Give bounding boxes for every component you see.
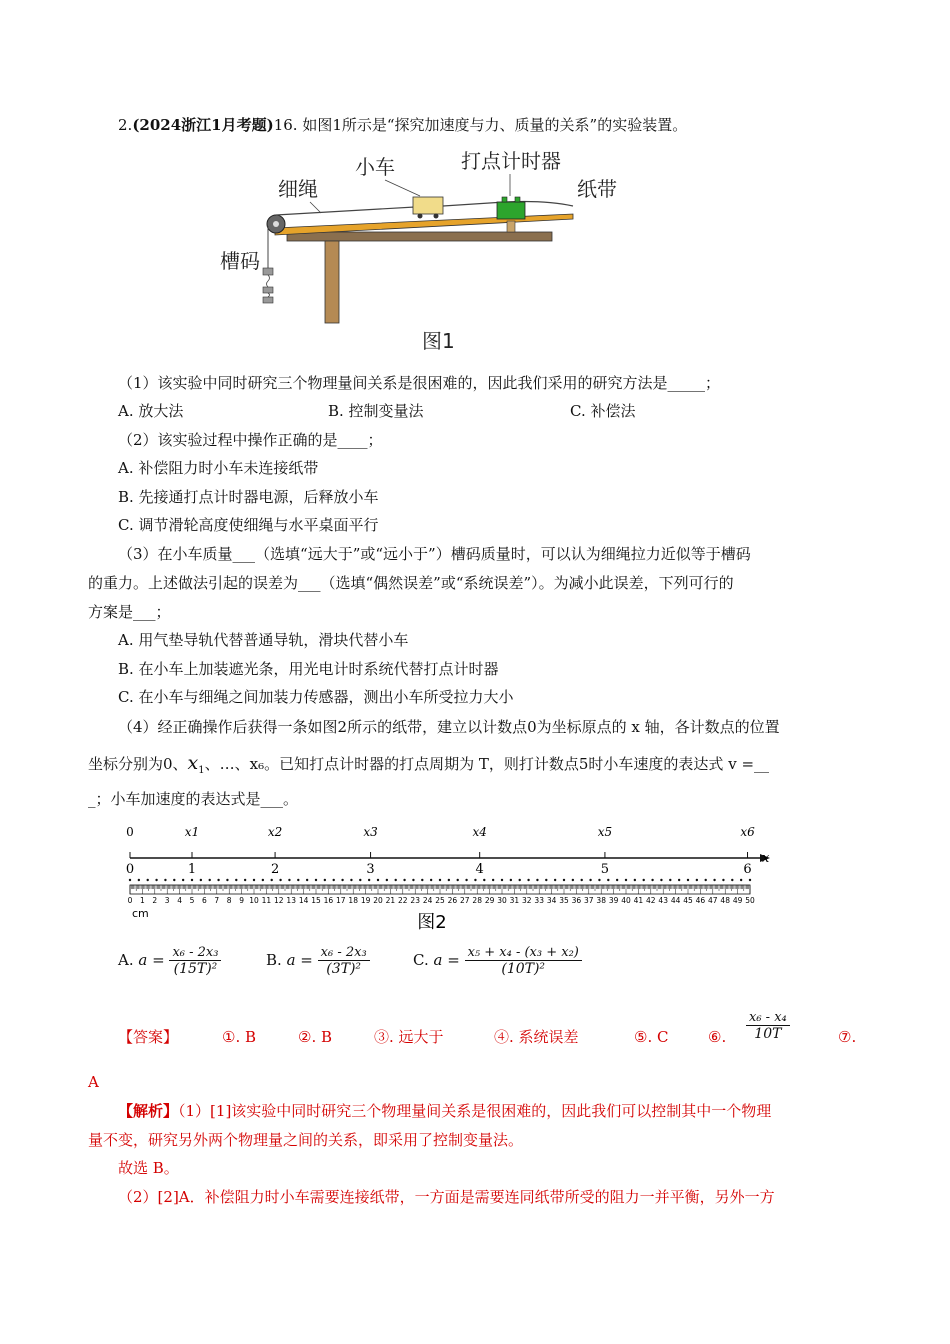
ruler-number-28: 28 [472,896,482,905]
tape-dot [554,879,556,881]
tape-dot [350,879,352,881]
tape-dot [377,879,379,881]
answer-6: ⑥. [708,1028,727,1046]
ruler-unit: cm [132,907,149,920]
tape-dot [740,879,742,881]
top-label-4: x4 [472,825,487,839]
tape-dot [722,879,724,881]
ruler-number-6: 6 [202,896,207,905]
support-block [507,221,515,232]
answer-1: ①. B [222,1028,257,1046]
q4-line-3: _；小车加速度的表达式是___。 [88,790,299,808]
weight-2 [263,287,273,293]
tape-dot [607,879,609,881]
ruler-number-18: 18 [348,896,358,905]
ruler-number-33: 33 [534,896,544,905]
tape-dot [651,879,653,881]
ruler-number-16: 16 [323,896,334,905]
q3-line-2: 的重力。上述做法引起的误差为___（选填“偶然误差”或“系统误差”）。为减小此误差，下列可行的 [88,574,734,592]
figure-2-caption: 图2 [417,912,447,933]
table-leg [325,241,339,323]
top-label-2: x2 [267,825,283,839]
ruler-number-23: 23 [410,896,420,905]
tape-dot [669,879,671,881]
tape-dot [359,879,361,881]
q1-option-c: C. 补偿法 [570,402,636,420]
table-top [287,232,552,241]
ruler-number-8: 8 [226,896,232,905]
ruler-number-30: 30 [497,896,507,905]
ruler-number-46: 46 [695,896,706,905]
ruler-number-4: 4 [177,896,182,905]
tape-dot [155,879,157,881]
tape-dot [368,879,370,881]
tape-dot [315,879,317,881]
tape-dot [244,879,246,881]
q3-option-c: C. 在小车与细绳之间加装力传感器，测出小车所受拉力大小 [118,688,514,706]
ruler-number-9: 9 [239,896,244,905]
ruler-number-14: 14 [298,896,309,905]
tape-dot [749,879,751,881]
tape-dot [527,879,529,881]
ruler-number-19: 19 [360,896,371,905]
tape-dot [182,879,184,881]
label-weight: 槽码 [220,249,260,273]
answer-tag: 【答案】 [118,1028,179,1046]
answer-3: ③. 远大于 [374,1028,444,1046]
ruler-number-34: 34 [546,896,557,905]
q2-text: （2）该实验过程中操作正确的是____； [118,431,383,449]
answer-5: ⑤. C [634,1028,669,1046]
weight-3 [263,297,273,303]
tape-dot [625,879,627,881]
tape-dot [536,879,538,881]
tape-dot [519,879,521,881]
tape-dot [616,879,618,881]
ruler-number-41: 41 [633,896,644,905]
ruler-number-39: 39 [608,896,619,905]
ruler-number-12: 12 [274,896,284,905]
tape-dot [138,879,140,881]
q3-line-1: （3）在小车质量___（选填“远大于”或“远小于”）槽码质量时，可以认为细绳拉力近似等于槽码 [118,545,751,563]
tape-dot [262,879,264,881]
ruler-number-38: 38 [596,896,606,905]
tape-dot [253,879,255,881]
q4-line-1: （4）经正确操作后获得一条如图2所示的纸带，建立以计数点0为坐标原点的 x 轴，各计数点的位置 [118,718,780,736]
question-title-text: 16. 如图1所示是“探究加速度与力、质量的关系”的实验装置。 [273,116,688,134]
axis-number-6: 6 [743,862,752,877]
tape-dot [501,879,503,881]
tape-dot [643,879,645,881]
tape-dot [333,879,335,881]
q4-line-2: 坐标分别为0、$x_1$、…、x₆。已知打点计时器的打点周期为 T，则打计数点5时小车速度的表达式 v =__ [88,752,770,776]
label-rope: 细绳 [278,177,318,201]
analysis-line-2: 量不变，研究另外两个物理量之间的关系，即采用了控制变量法。 [88,1131,524,1149]
figure-1-caption: 图1 [422,329,455,353]
label-timer: 打点计时器 [461,150,561,173]
ruler-number-50: 50 [745,896,755,905]
ruler-number-43: 43 [658,896,668,905]
question-number: 2. [118,116,133,134]
ruler-number-21: 21 [385,896,396,905]
q1-text: （1）该实验中同时研究三个物理量间关系是很困难的，因此我们采用的研究方法是_____； [118,374,721,392]
ruler-number-44: 44 [670,896,681,905]
q1-option-b: B. 控制变量法 [328,402,424,420]
q2-option-b: B. 先接通打点计时器电源，后释放小车 [118,488,379,506]
tape-dot [173,879,175,881]
ruler-number-31: 31 [509,896,520,905]
ruler-number-27: 27 [460,896,470,905]
tape-dot [731,879,733,881]
tape-dot [297,879,299,881]
analysis-line-1 [118,1100,771,1122]
ruler-number-32: 32 [522,896,532,905]
tape-dot [457,879,459,881]
top-label-1: x1 [184,825,200,839]
tape-dot [465,879,467,881]
tape-dot [341,879,343,881]
answer-4: ④. 系统误差 [494,1028,579,1046]
q3-option-a: A. 用气垫导轨代替普通导轨，滑块代替小车 [118,631,409,649]
tape-dot [226,879,228,881]
ruler-number-36: 36 [571,896,582,905]
q3-line-3: 方案是___； [88,603,171,621]
tape-dot [474,879,476,881]
ruler-number-25: 25 [435,896,445,905]
ruler-number-37: 37 [584,896,594,905]
tape-dot [306,879,308,881]
top-label-3: x3 [363,825,378,839]
tape-dot [430,879,432,881]
tape-dot [696,879,698,881]
math-option-c: C. a = $\frac{\text{x₅ + x₄ - (x₃ + x₂)}}{\text{(10T)²}}$ [413,945,582,977]
ruler-number-42: 42 [646,896,656,905]
ruler-number-17: 17 [336,896,346,905]
axis-number-2: 2 [270,862,280,877]
tape-dot [164,879,166,881]
tape-dot [200,879,202,881]
tape-dot [386,879,388,881]
label-tape: 纸带 [577,177,617,201]
ruler-number-45: 45 [683,896,693,905]
analysis-text-1: （1）[1]该实验中同时研究三个物理量间关系是很困难的，因此我们可以控制其中一个物理 [178,1102,772,1120]
ruler-number-24: 24 [422,896,433,905]
ruler-number-15: 15 [311,896,321,905]
tape-dot [713,879,715,881]
ruler-number-49: 49 [732,896,743,905]
tape-dot [439,879,441,881]
tape-dot [563,879,565,881]
q2-option-a: A. 补偿阻力时小车未连接纸带 [118,459,319,477]
tape-dot [129,879,131,881]
figure-1-apparatus [215,150,635,360]
answer-last: A [88,1073,99,1091]
ruler-number-13: 13 [286,896,296,905]
q2-option-c: C. 调节滑轮高度使细绳与水平桌面平行 [118,516,379,534]
q4-line-2a: 坐标分别为0、 [88,755,188,773]
tape-dot [403,879,405,881]
tape-dot [483,879,485,881]
answer-2: ②. B [298,1028,333,1046]
tape-dot [235,879,237,881]
tape-dot [147,879,149,881]
tape-dot [288,879,290,881]
analysis-line-3: 故选 B。 [118,1159,179,1177]
analysis-tag: 【解析】 [118,1102,179,1120]
ruler-number-10: 10 [249,896,259,905]
tape-dot [510,879,512,881]
tape-dot [687,879,689,881]
tape-dot [705,879,707,881]
ruler-number-5: 5 [189,896,195,905]
tape-dot [589,879,591,881]
tape-dot [271,879,273,881]
ruler-number-11: 11 [261,896,272,905]
tape-dot [395,879,397,881]
tape-dot [217,879,219,881]
axis-number-1: 1 [187,862,197,877]
tape-dot [324,879,326,881]
ruler-number-47: 47 [708,896,718,905]
tape-dot [448,879,450,881]
axis-number-4: 4 [475,862,484,877]
top-label-6: x6 [740,825,755,839]
axis-number-5: 5 [600,862,610,877]
analysis-line-4: （2）[2]A．补偿阻力时小车需要连接纸带，一方面是需要连同纸带所受的阻力一并平衡，另外一方 [118,1188,775,1206]
tape-dot [581,879,583,881]
ruler-number-40: 40 [621,896,631,905]
timer [497,202,525,219]
question-source: (2024浙江1月考题) [132,116,274,134]
ruler-number-29: 29 [484,896,495,905]
ruler-number-1: 1 [140,896,145,905]
q4-line-2b: 、…、x₆。已知打点计时器的打点周期为 T，则打计数点5时小车速度的表达式 v =__ [204,755,770,773]
q1-option-a: A. 放大法 [118,402,184,420]
ruler-number-20: 20 [373,896,383,905]
axis-number-3: 3 [366,862,375,877]
q3-option-b: B. 在小车上加装遮光条，用光电计时系统代替打点计时器 [118,660,499,678]
ruler-number-2: 2 [152,896,158,905]
math-option-b: B. a = $\frac{\text{x₆ - 2x₃}}{\text{(3T)²}}$ [266,945,370,977]
ruler-number-26: 26 [447,896,458,905]
tape-dot [598,879,600,881]
label-car: 小车 [355,155,395,179]
tape-dot [412,879,414,881]
tape-dot [634,879,636,881]
tape-dot [572,879,574,881]
tape-dot [209,879,211,881]
question-title [118,114,687,136]
tape-dot [492,879,494,881]
tape-dot [421,879,423,881]
answer-6-fraction: $\frac{\text{x₆ - x₄}}{10T}$ [746,1010,790,1042]
ruler-number-0: 0 [127,896,133,905]
math-option-a: A. a = $\frac{\text{x₆ - 2x₃}}{\text{(15T)²}}$ [118,945,221,977]
tape-dot [678,879,680,881]
answer-7: ⑦. [838,1028,857,1046]
tape-dot [660,879,662,881]
x-axis-label: x [762,851,770,866]
weight-1 [263,268,273,275]
top-label-5: x5 [597,825,613,839]
ruler-number-35: 35 [559,896,569,905]
ruler-number-48: 48 [720,896,730,905]
x1-symbol: x [187,752,199,774]
ruler-number-22: 22 [398,896,408,905]
rope [276,207,415,215]
tape-dot [191,879,193,881]
top-label-0: 0 [126,825,134,839]
tape-dot [279,879,281,881]
ruler-number-3: 3 [164,896,170,905]
ruler-number-7: 7 [214,896,220,905]
figure-2-tape [120,818,790,938]
tape-dot [545,879,547,881]
axis-number-0: 0 [125,862,135,877]
car [413,197,443,214]
